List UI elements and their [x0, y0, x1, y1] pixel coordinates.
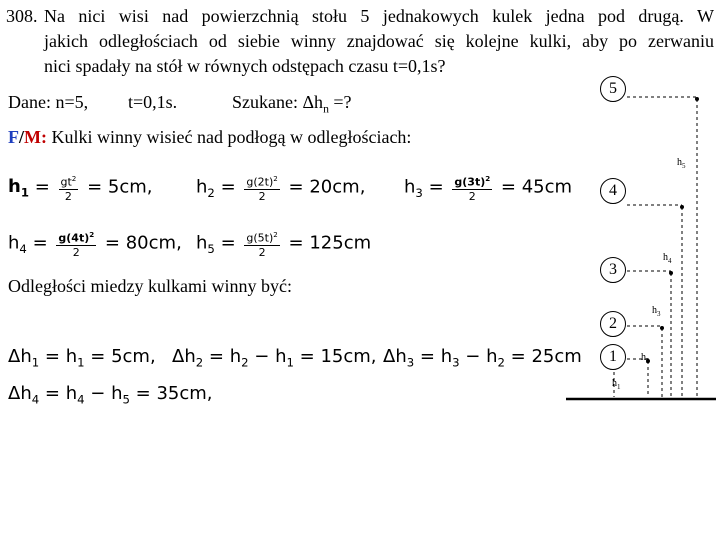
problem-line-1: Na nici wisi nad powierzchnią stołu 5 jednakowych kulek jedna pod drugą. W — [44, 6, 714, 26]
ball-5: 5 — [600, 76, 626, 102]
given-time: t=0,1s. — [128, 92, 178, 112]
fm-m: M: — [24, 127, 47, 147]
delta-1: $\Delta h_1 = h_1 = 5cm$, — [8, 346, 156, 370]
h-label-2: $h_2$ — [641, 352, 650, 365]
h-label-1: $h_1$ — [612, 378, 621, 391]
formula-h1: $h_1$ = $\frac{gt^2}{2}$ = 5cm, — [8, 174, 153, 203]
ball-2: 2 — [600, 311, 626, 337]
fm-f: F — [8, 127, 19, 147]
delta-2: $\Delta h_2 = h_2 - h_1 = 15cm$, — [172, 346, 377, 370]
h-label-5: $h_5$ — [677, 157, 686, 170]
distances-label: Odległości miedzy kulkami winny być: — [8, 276, 292, 296]
formula-h5: $h_5$ = $\frac{g(5t)^2}{2}$ = 125cm — [196, 230, 372, 259]
ball-3: 3 — [600, 257, 626, 283]
fm-slash: / — [19, 127, 25, 147]
ball-1: 1 — [600, 344, 626, 370]
szukane-end: =? — [328, 92, 352, 112]
h-label-3: $h_3$ — [652, 305, 661, 318]
problem-number: 308. — [6, 6, 38, 26]
problem-line-3: nici spadały na stół w równych odstępach czasu t=0,1s? — [44, 56, 446, 76]
fm-text: Kulki winny wisieć nad podłogą w odległościach: — [47, 127, 412, 147]
formula-h4: $h_4$ = $\frac{g(4t)^2}{2}$ = 80cm, — [8, 230, 182, 259]
formula-h2: $h_2$ = $\frac{g(2t)^2}{2}$ = 20cm, — [196, 174, 366, 203]
formula-h3: $h_3$ = $\frac{g(3t)^2}{2}$ = 45cm — [404, 174, 573, 203]
ball-4: 4 — [600, 178, 626, 204]
szukane-label: Szukane: Δh — [232, 92, 324, 112]
delta-4: $\Delta h_4 = h_4 - h_5 = 35cm$, — [8, 383, 213, 407]
h-label-4: $h_4$ — [663, 252, 672, 265]
given-dane: Dane: n=5, — [8, 92, 89, 112]
szukane-sub: n — [323, 102, 329, 116]
problem-line-2: jakich odległościach od siebie winny znajdować się kolejne kulki, aby po zerwaniu — [44, 31, 714, 51]
delta-3: $\Delta h_3 = h_3 - h_2 = 25cm$ — [383, 346, 582, 370]
